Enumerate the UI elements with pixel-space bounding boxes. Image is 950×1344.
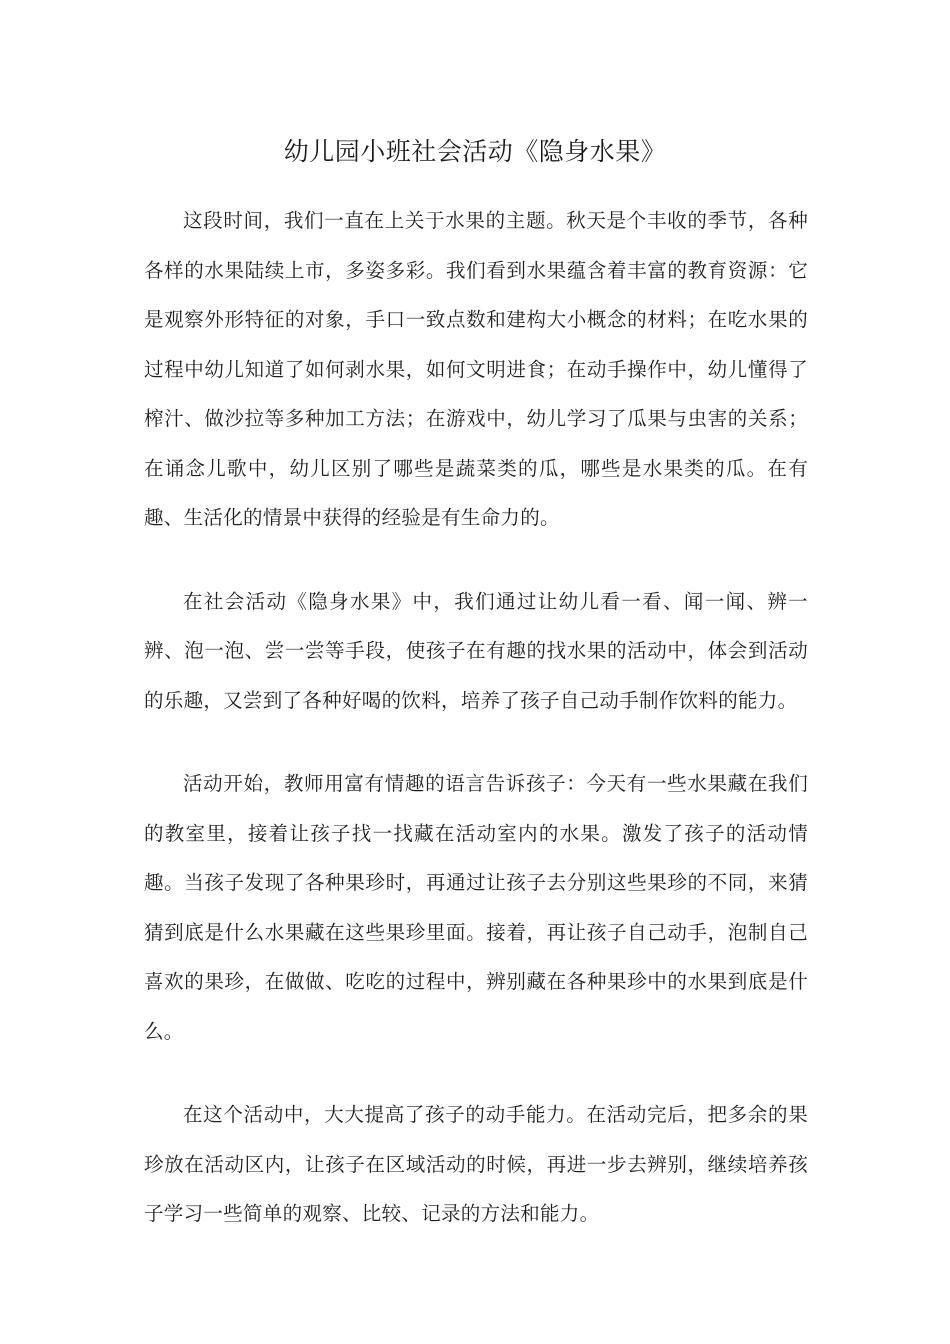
paragraph-activity-summary: 在社会活动《隐身水果》中，我们通过让幼儿看一看、闻一闻、辨一辨、泡一泡、尝一尝等手段，使孩子在有趣的找水果的活动中，体会到活动的乐趣，又尝到了各种好喝的饮料，培养了孩子自己动手制作饮料的能力。 <box>144 589 808 712</box>
document-title: 幼儿园小班社会活动《隐身水果》 <box>283 137 667 166</box>
paragraph-reflection: 在这个活动中，大大提高了孩子的动手能力。在活动完后，把多余的果珍放在活动区内，让孩子在区域活动的时候，再进一步去辨别，继续培养孩子学习一些简单的观察、比较、记录的方法和能力。 <box>144 1103 808 1225</box>
paragraph-activity-process: 活动开始，教师用富有情趣的语言告诉孩子：今天有一些水果藏在我们的教室里，接着让孩子找一找藏在活动室内的水果。激发了孩子的活动情趣。当孩子发现了各种果珍时，再通过让孩子去分别这些果珍的不同，来猜猜到底是什么水果藏在这些果珍里面。接着，再让孩子自己动手，泡制自己喜欢的果珍，在做做、吃吃的过程中，辨别藏在各种果珍中的水果到底是什么。 <box>144 772 808 1043</box>
paragraph-intro: 这段时间，我们一直在上关于水果的主题。秋天是个丰收的季节，各种各样的水果陆续上市，多姿多彩。我们看到水果蕴含着丰富的教育资源：它是观察外形特征的对象，手口一致点数和建构大小概念的材料；在吃水果的过程中幼儿知道了如何剥水果，如何文明进食；在动手操作中，幼儿懂得了榨汁、做沙拉等多种加工方法；在游戏中，幼儿学习了瓜果与虫害的关系；在诵念儿歌中，幼儿区别了哪些是蔬菜类的瓜，哪些是水果类的瓜。在有趣、生活化的情景中获得的经验是有生命力的。 <box>144 209 808 529</box>
document-body <box>144 196 808 1273</box>
